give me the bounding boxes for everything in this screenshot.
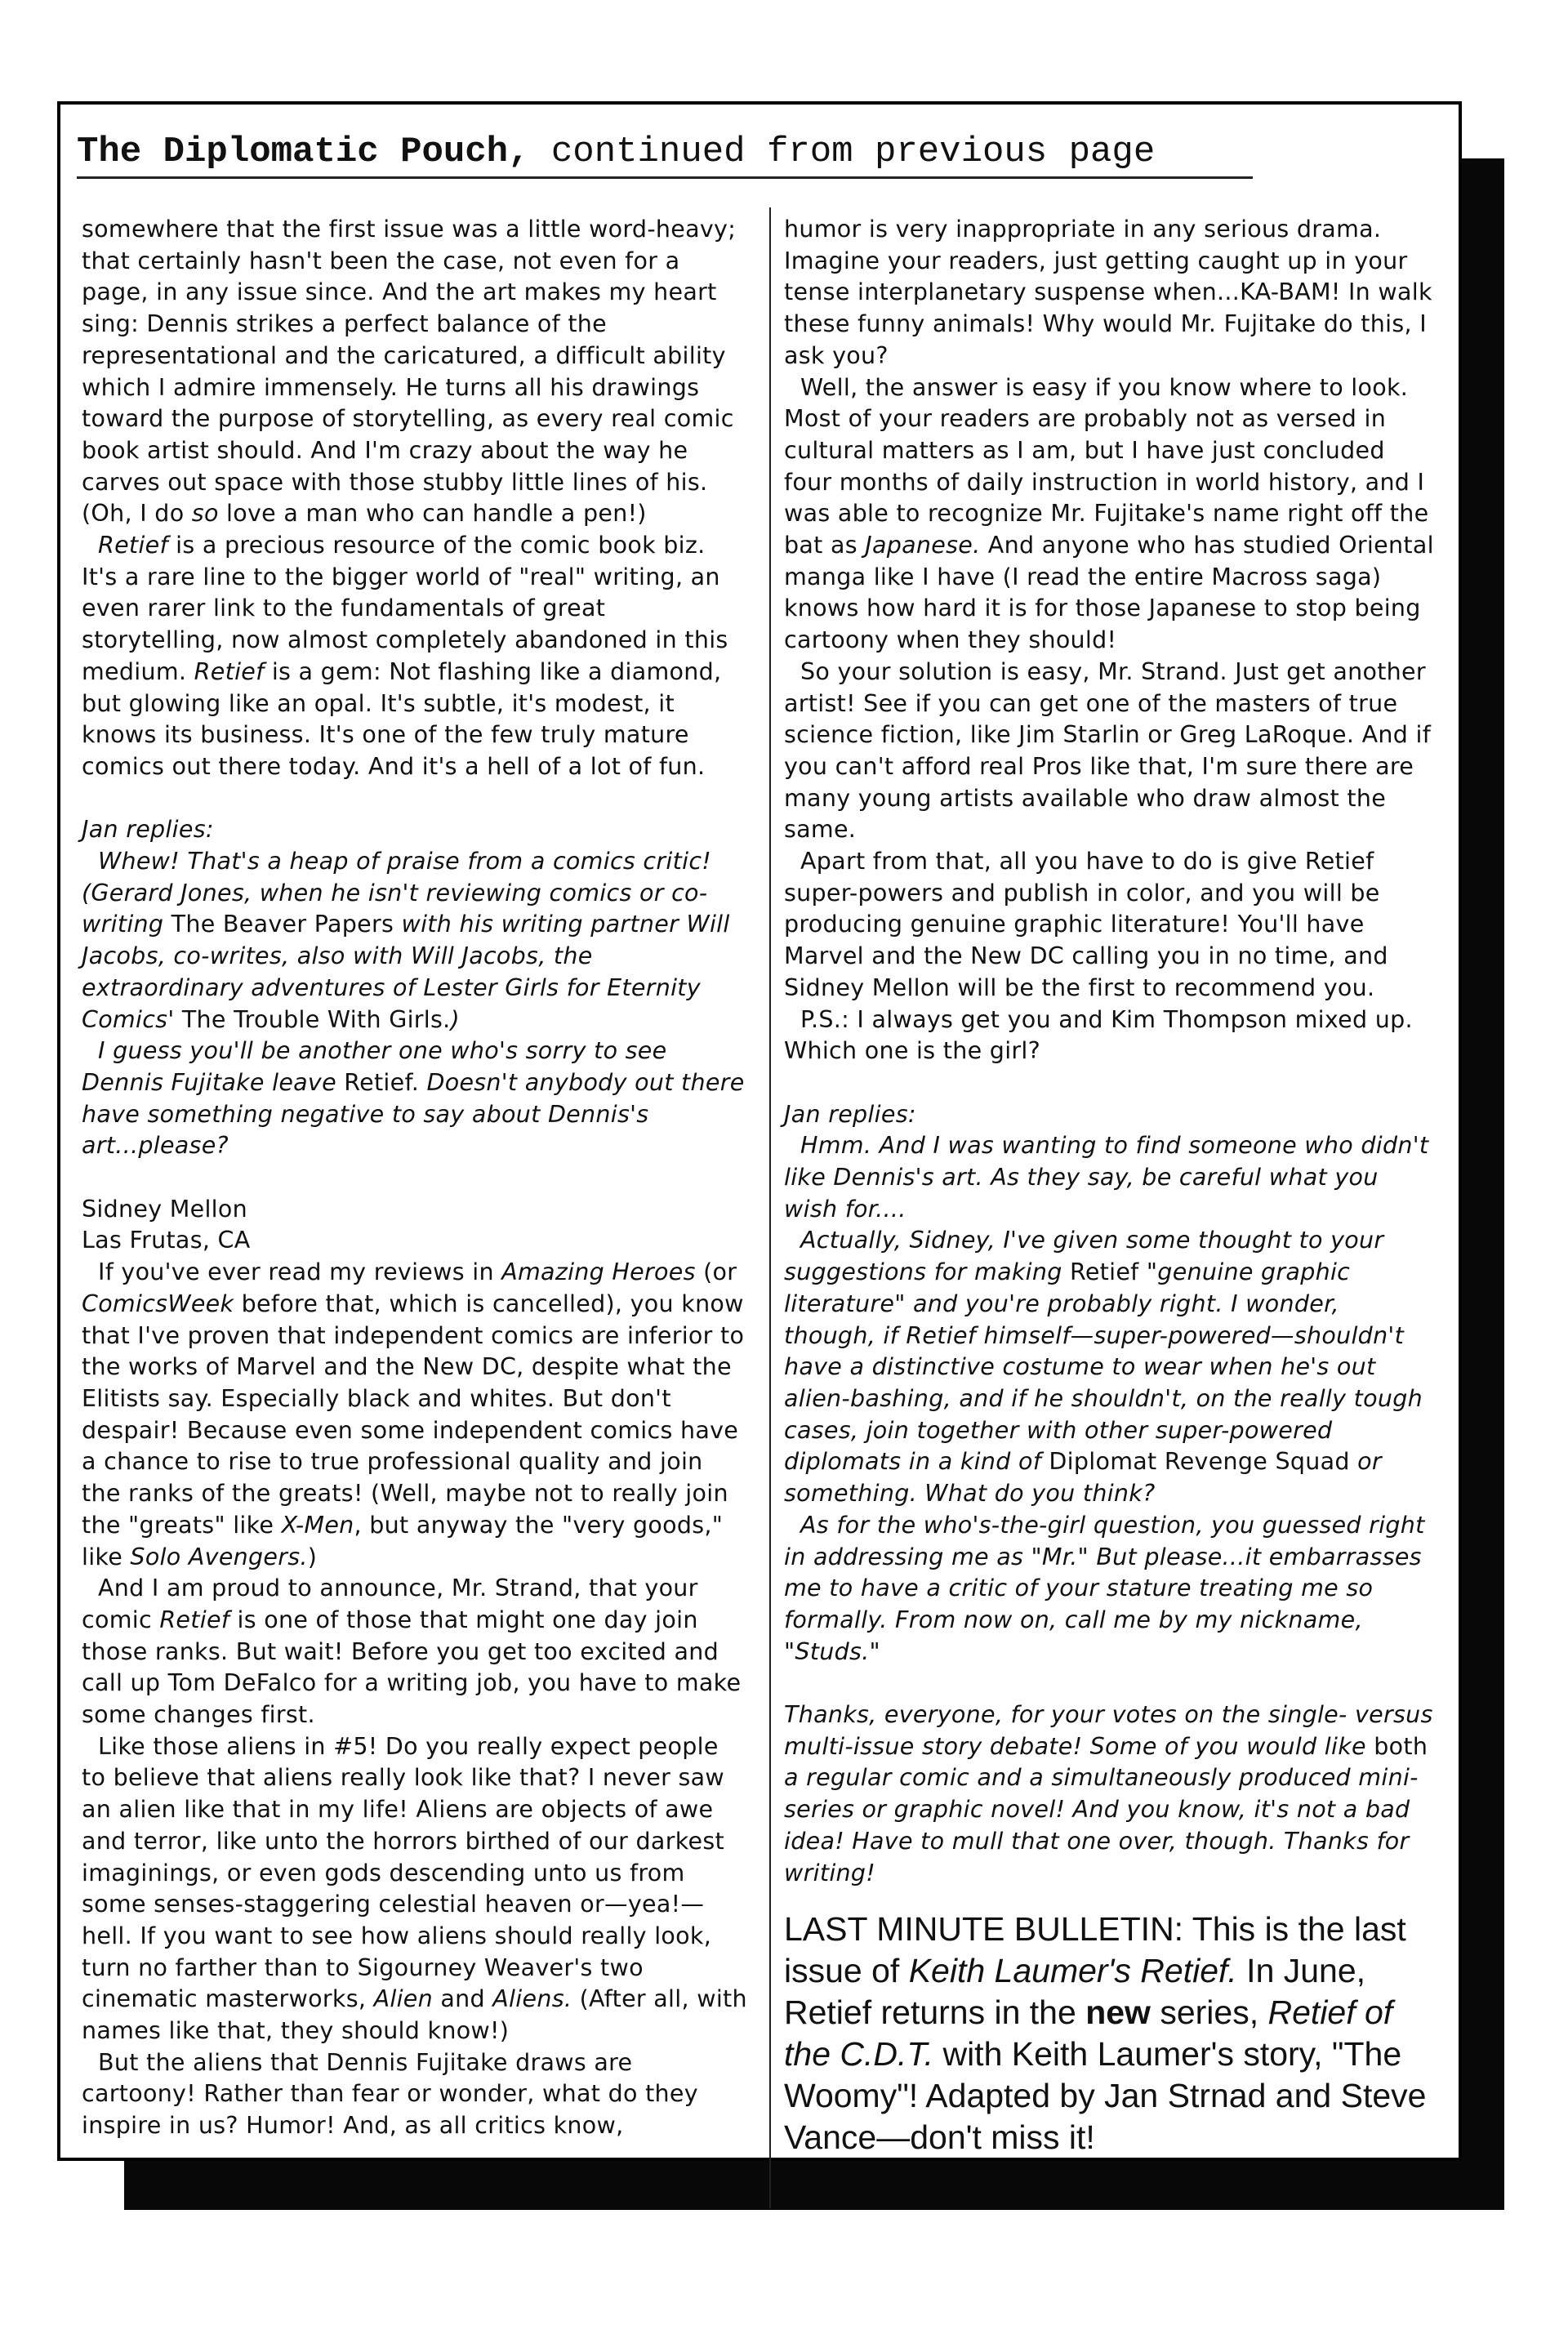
spacer [784, 1067, 1437, 1099]
letter-postscript: P.S.: I always get you and Kim Thompson mixed up. Which one is the girl? [784, 1005, 1413, 1065]
editor-reply: Hmm. And I was wanting to find someone who didn't like Dennis's art. As they say, be careful what you wish for.... [784, 1132, 1429, 1223]
column-divider [769, 207, 771, 2208]
editor-reply: Actually, Sidney, I've given some thought to your suggestions for making Retief "genuine graphic literature" and you're probably right. I wonder, though, if Retief himself—super-powered—shouldn't have a distinctive costume to wear when he's out alien-bashing, and if he shouldn't, on the really tough cases, join together with other super-powered diplomats in a kind of Diplomat Revenge Squad or something. What do you think? [784, 1227, 1423, 1508]
letter-paragraph: So your solution is easy, Mr. Strand. Just get another artist! See if you can get one of the masters of true science fiction, like Jim Starlin or Greg LaRoque. And if you can't afford real Pros like that, I'm sure there are many young artists available who draw almost the same. [784, 657, 1432, 844]
letter-paragraph: Retief is a precious resource of the comic book biz. It's a rare line to the bigger world of "real" writing, an even rarer link to the fundamentals of great storytelling, now almost completely abandoned in this medium. Retief is a gem: Not flashing like a diamond, but glowing like an opal. It's subtle, it's modest, it knows its business. It's one of the few truly mature comics out there today. And it's a hell of a lot of fun. [82, 532, 728, 780]
reply-label: Jan replies: [82, 816, 214, 844]
header-title-continued: continued from previous page [529, 131, 1156, 172]
reply-label: Jan replies: [784, 1100, 916, 1128]
letter-paragraph: Apart from that, all you have to do is give Retief super-powers and publish in color, and you will be producing genuine graphic literature! You'll have Marvel and the New DC calling you in no time, and Sidney Mellon will be the first to recommend you. [784, 848, 1388, 1001]
letter-paragraph: humor is very inappropriate in any serious drama. Imagine your readers, just getting caught up in your tense interplanetary suspense when...KA-BAM! In walk these funny animals! Why would Mr. Fujitake do this, I ask you? [784, 216, 1432, 369]
spacer [784, 1668, 1437, 1699]
spacer [82, 783, 748, 815]
letter-signature-name: Sidney Mellon [82, 1195, 247, 1223]
letter-paragraph: Like those aliens in #5! Do you really expect people to believe that aliens really look like that? I never saw an alien like that in my life! Aliens are objects of awe and terror, like unto the horrors birthed of our darkest imaginings, or even gods descending unto us from some senses-staggering celestial heaven or—yea!—hell. If you want to see how aliens should really look, turn no farther than to Sigourney Weaver's two cinematic masterworks, Alien and Aliens. (After all, with names like that, they should know!) [82, 1732, 747, 2045]
letter-paragraph: But the aliens that Dennis Fujitake draws are cartoony! Rather than fear or wonder, what do they inspire in us? Humor! And, as all critics know, [82, 2048, 698, 2140]
editor-reply: I guess you'll be another one who's sorry to see Dennis Fujitake leave Retief. Doesn't anybody out there have something negative to say about Dennis's art...please? [82, 1037, 745, 1160]
editor-reply: As for the who's-the-girl question, you guessed right in addressing me as "Mr." But please...it embarrasses me to have a critic of your stature treating me so formally. From now on, call me by my nickname, "Studs." [784, 1511, 1425, 1665]
editor-reply: Whew! That's a heap of praise from a comics critic! (Gerard Jones, when he isn't reviewing comics or co-writing The Beaver Papers with his writing partner Will Jacobs, co-writes, also with Will Jacobs, the extraordinary adventures of Lester Girls for Eternity Comics' The Trouble With Girls.) [82, 848, 730, 1033]
page-header [77, 129, 1253, 179]
editor-thanks: Thanks, everyone, for your votes on the single- versus multi-issue story debate! Some of you would like both a regular comic and a simultaneously produced mini-series or graphic novel! And you know, it's not a bad idea! Have to mull that one over, though. Thanks for writing! [784, 1701, 1433, 1886]
right-column [784, 214, 1437, 2158]
letter-paragraph: somewhere that the first issue was a little word-heavy; that certainly hasn't been the case, not even for a page, in any issue since. And the art makes my heart sing: Dennis strikes a perfect balance of the representational and the caricatured, a difficult ability which I admire immensely. He turns all his drawings toward the purpose of storytelling, as every real comic book artist should. And I'm crazy about the way he carves out space with those stubby little lines of his. (Oh, I do so love a man who can handle a pen!) [82, 216, 737, 528]
letter-paragraph: Well, the answer is easy if you know where to look. Most of your readers are probably not as versed in cultural matters as I am, but I have just concluded four months of daily instruction in world history, and I was able to recognize Mr. Fujitake's name right off the bat as Japanese. And anyone who has studied Oriental manga like I have (I read the entire Macross saga) knows how hard it is for those Japanese to stop being cartoony when they should! [784, 373, 1434, 654]
letter-paragraph: If you've ever read my reviews in Amazing Heroes (or ComicsWeek before that, which is cancelled), you know that I've proven that independent comics are inferior to the works of Marvel and the New DC, despite what the Elitists say. Especially black and whites. But don't despair! Because even some independent comics have a chance to rise to true professional quality and join the ranks of the greats! (Well, maybe not to really join the "greats" like X-Men, but anyway the "very goods," like Solo Avengers.) [82, 1258, 745, 1570]
letter-signature-place: Las Frutas, CA [82, 1227, 251, 1254]
letter-paragraph: And I am proud to announce, Mr. Strand, that your comic Retief is one of those that might one day join those ranks. But wait! Before you get too excited and call up Tom DeFalco for a writing job, you have to make some changes first. [82, 1575, 742, 1729]
left-column [82, 214, 748, 2142]
header-title-bold: The Diplomatic Pouch, [77, 131, 530, 172]
last-minute-bulletin: LAST MINUTE BULLETIN: This is the last issue of Keith Laumer's Retief. In June, Retief returns in the new series, Retief of the C.D.T. with Keith Laumer's story, "The Woomy"! Adapted by Jan Strnad and Steve Vance—don't miss it! [784, 1910, 1427, 2157]
spacer [82, 1162, 748, 1194]
